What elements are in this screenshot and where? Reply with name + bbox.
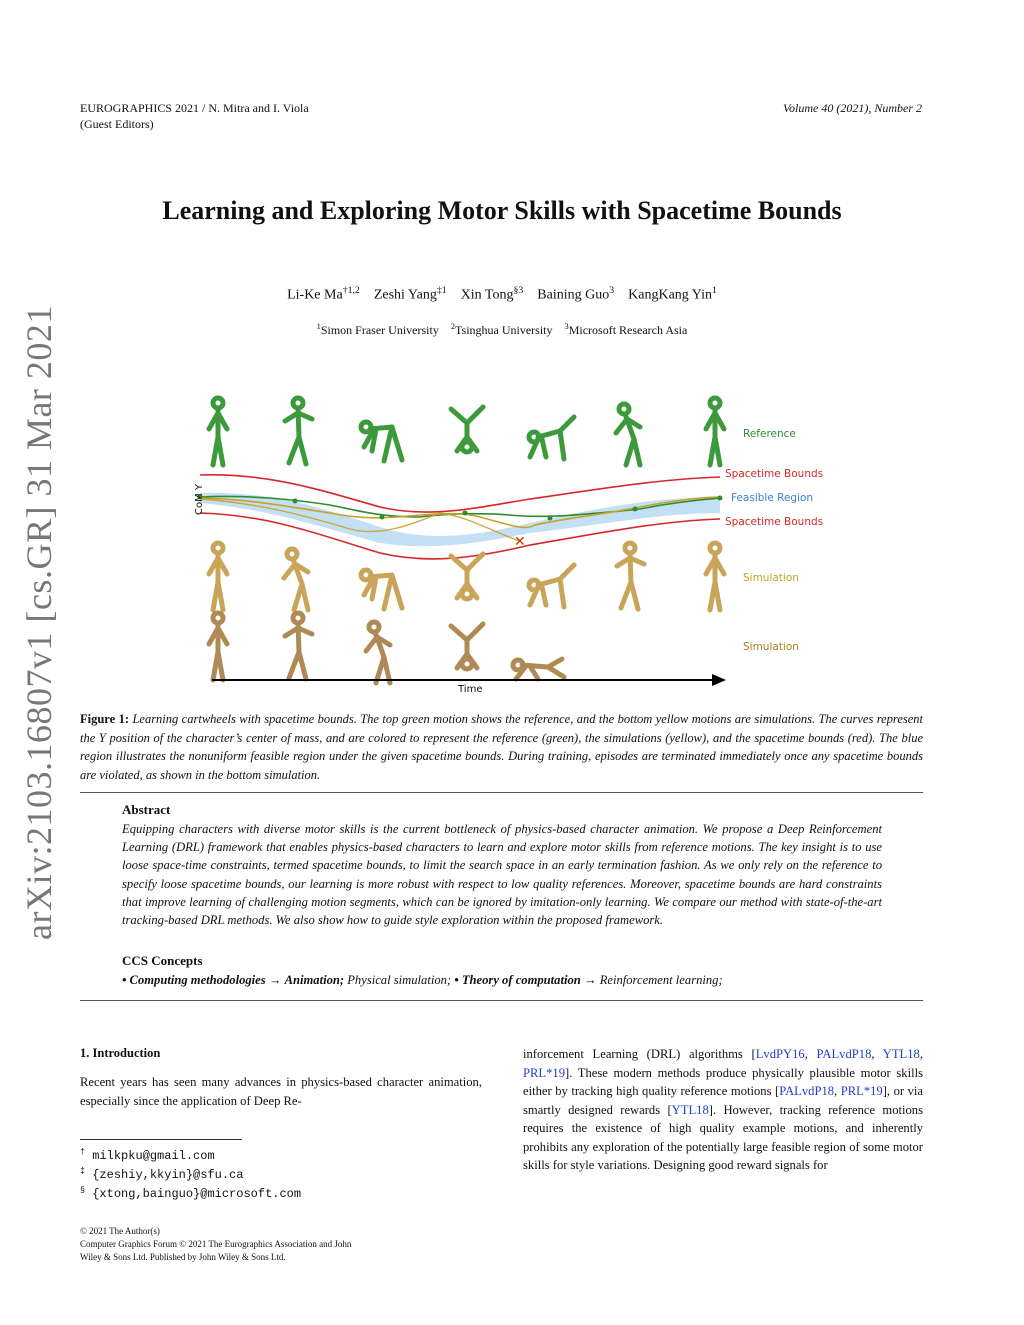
intro-right-column: [523, 1045, 923, 1175]
author-name: Zeshi Yang: [373, 287, 437, 303]
footnote-email: {xtong,bainguo}@microsoft.com: [92, 1187, 302, 1201]
ref-figure: [529, 417, 574, 459]
sim-figure: [366, 622, 390, 683]
label-reference: Reference: [743, 428, 796, 440]
affiliation-list: [80, 322, 924, 338]
body-text: ,: [919, 1047, 923, 1061]
ref-figure: [209, 398, 227, 465]
ref-figure: [706, 398, 724, 465]
ccs-heading: CCS Concepts: [122, 953, 203, 968]
author-name: Baining Guo: [537, 287, 610, 303]
copyright-block: [80, 1225, 351, 1264]
copyright-line: Computer Graphics Forum © 2021 The Eurographics Association and John: [80, 1239, 352, 1249]
caption-label: Figure 1:: [80, 712, 130, 726]
ccs-concept: Animation;: [284, 973, 345, 987]
label-simulation-2: Simulation: [743, 641, 799, 653]
citation-link[interactable]: PRL*19: [840, 1084, 883, 1098]
intro-left-column: Recent years has seen many advances in physics-based character animation, especially since the application of Deep Re-: [80, 1075, 482, 1108]
affil-sup: 3: [564, 322, 569, 331]
citation-link[interactable]: PRL*19: [523, 1065, 565, 1080]
author-sup: †1,2: [342, 285, 360, 296]
sim-figure: [284, 549, 308, 610]
sim-figure: [617, 543, 644, 609]
author-name: KangKang Yin: [628, 287, 712, 303]
ccs-arrow: →: [268, 973, 282, 987]
body-text: ,: [871, 1047, 883, 1061]
footnote-mark: ‡: [80, 1166, 86, 1176]
abstract-text: Equipping characters with diverse motor skills is the current bottleneck of physics-based character animation. We propose a Deep Reinforcement Learning (DRL) framework that enables physics-based characters to learn and explore motor skills from reference motions. The key insight is to use loose space-time constraints, termed spacetime bounds, to limit the search space in an early termination fashion. As we only rely on the reference to specify loose spacetime bounds, our learning is more robust with respect to low quality references. Moreover, spacetime bounds are hard constraints that improve learning of challenging motion segments, which can be ignored by imitation-only learning. We compare our method with state-of-the-art tracking-based DRL methods. We also show how to guide style exploration within the proposed framework.: [122, 822, 882, 928]
header-venue: [80, 100, 309, 132]
label-bounds-bottom: Spacetime Bounds: [725, 516, 824, 528]
footnote-mark: §: [80, 1185, 86, 1195]
author-list: [80, 285, 924, 304]
ref-figure: [361, 422, 402, 461]
header-volume: Volume 40 (2021), Number 2: [783, 101, 922, 115]
sim-figure: [529, 565, 574, 607]
feasible-region: [200, 493, 720, 546]
footnote: [80, 1185, 301, 1201]
reference-figures: [209, 398, 724, 465]
author-sup: 3: [609, 285, 615, 296]
sim-figure: [209, 543, 227, 610]
footnote: [80, 1147, 215, 1163]
sim-figure: [451, 624, 483, 669]
sim-figure: [209, 613, 227, 680]
body-text: ]. However, tracking reference motions requires the existence of high quality example motions, and inherently prohibits any exploration of the potentially large feasible region of some motor skills for style variations. Designing good reward signals for: [523, 1102, 923, 1172]
citation-link[interactable]: YTL18: [671, 1102, 709, 1117]
author-sup: 1: [712, 285, 717, 296]
arxiv-stamp: arXiv:2103.16807v1 [cs.GR] 31 Mar 2021: [19, 305, 59, 940]
ref-figure: [451, 407, 483, 452]
label-simulation-1: Simulation: [743, 572, 799, 584]
affil-sup: 2: [450, 322, 456, 331]
abstract-heading: Abstract: [122, 802, 171, 817]
figure-caption: [80, 710, 923, 784]
body-text: ,: [834, 1084, 841, 1098]
body-text: ], or via smartly designed rewards [: [523, 1084, 924, 1117]
sim-figure: [361, 570, 402, 609]
author-name: Li-Ke Ma: [287, 287, 343, 303]
footnote-email: {zeshiy,kkyin}@sfu.ca: [92, 1168, 244, 1182]
section-heading-introduction: 1. Introduction: [80, 1046, 161, 1060]
body-text: ,: [804, 1047, 817, 1061]
footnote: [80, 1166, 243, 1182]
ccs-concepts: [122, 971, 902, 989]
copyright-line: Wiley & Sons Ltd. Published by John Wiley & Sons Ltd.: [80, 1252, 286, 1262]
affil-name: Simon Fraser University: [320, 323, 439, 337]
y-axis-label: CoM Y: [194, 483, 205, 515]
affil-sup: 1: [316, 322, 321, 331]
ccs-arrow: →: [583, 973, 597, 987]
author-name: Xin Tong: [460, 287, 514, 303]
label-bounds-top: Spacetime Bounds: [725, 468, 824, 480]
author-sup: §3: [513, 285, 524, 296]
body-text: inforcement Learning (DRL) algorithms [: [523, 1047, 756, 1061]
affil-name: Tsinghua University: [455, 323, 553, 337]
author-sup: ‡1: [436, 285, 447, 296]
simulation-figures-1: [209, 543, 724, 610]
ccs-concept: Reinforcement learning;: [599, 973, 723, 987]
teaser-figure: [180, 395, 840, 700]
ccs-concept: Physical simulation;: [347, 973, 452, 987]
footnote-rule: [80, 1139, 242, 1140]
citation-link[interactable]: LvdPY16: [755, 1047, 805, 1061]
sim-figure: [513, 659, 564, 679]
abstract-top-rule: [80, 792, 923, 793]
citation-link[interactable]: PALvdP18: [779, 1084, 835, 1098]
sim-figure: [285, 613, 312, 679]
violation-x-icon: ✕: [514, 534, 526, 550]
header-venue-line2: (Guest Editors): [80, 117, 154, 131]
abstract-bottom-rule: [80, 1000, 923, 1001]
ccs-category: • Theory of computation: [454, 973, 581, 987]
footnote-email: milkpku@gmail.com: [92, 1149, 215, 1163]
ref-figure: [285, 398, 312, 464]
ref-figure: [616, 404, 640, 465]
simulation-figures-2: [209, 613, 564, 683]
citation-link[interactable]: PALvdP18: [816, 1047, 872, 1061]
affil-name: Microsoft Research Asia: [568, 323, 688, 337]
footnote-mark: †: [80, 1147, 86, 1157]
x-axis-label: Time: [458, 684, 483, 695]
caption-text: Learning cartwheels with spacetime bounds. The top green motion shows the reference, and the bottom yellow motions are simulations. The curves represent the Y position of the character’s center of mass, and are colored to represent the reference (green), the simulations (yellow), and the spacetime bounds (red). The blue region illustrates the nonuniform feasible region under the given spacetime bounds. During training, episodes are terminated immediately once any spacetime bounds are violated, as shown in the bottom simulation.: [80, 712, 924, 782]
sim-figure: [451, 554, 483, 599]
sim-figure: [706, 543, 724, 610]
header-venue-line1: EUROGRAPHICS 2021 / N. Mitra and I. Viola: [80, 101, 309, 115]
paper-title: Learning and Exploring Motor Skills with Spacetime Bounds: [162, 196, 842, 225]
label-feasible: Feasible Region: [731, 492, 814, 504]
time-axis-arrowhead: [712, 674, 726, 686]
copyright-line: © 2021 The Author(s): [80, 1226, 160, 1236]
ccs-category: • Computing methodologies: [122, 973, 266, 987]
citation-link[interactable]: YTL18: [882, 1047, 920, 1061]
body-text: ]. These modern methods produce physically plausible motor skills either by tracking high quality reference motions [: [523, 1065, 923, 1098]
